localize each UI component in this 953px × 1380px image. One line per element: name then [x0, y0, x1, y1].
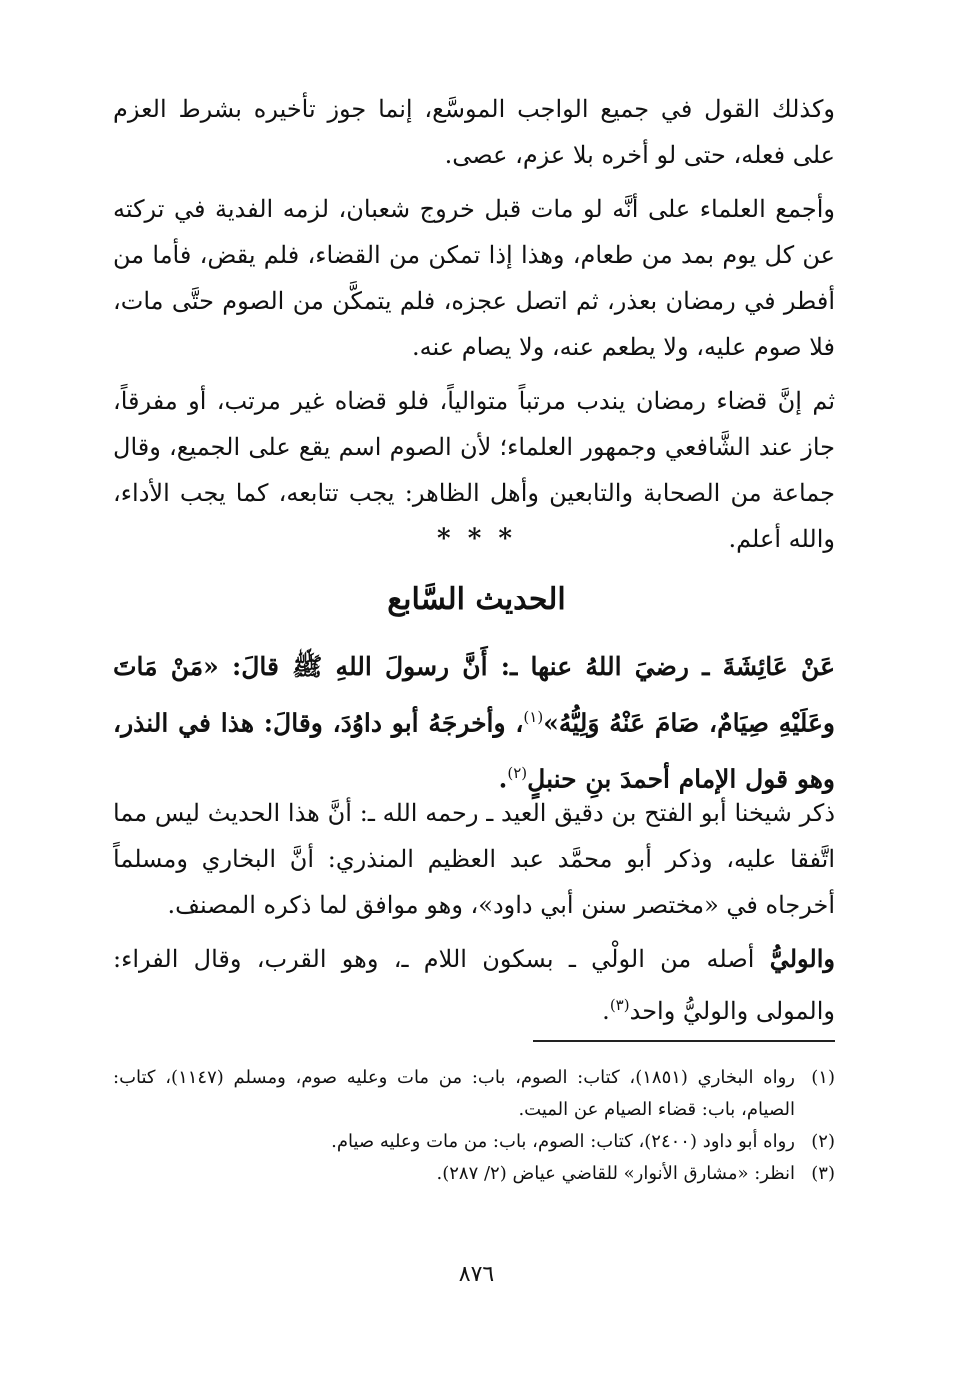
footnote-ref-3[interactable]: (٣)	[609, 996, 630, 1014]
footnote-divider	[533, 1040, 835, 1042]
section-separator: * * *	[437, 524, 516, 554]
hadith-text-part1: عَنْ عَائِشَةَ ـ رضيَ اللهُ عنها ـ: أَنَّ رسولَ اللهِ ﷺ قالَ: «مَنْ مَاتَ وعَلَيْهِ صِيَامٌ، صَامَ عَنْهُ وَلِيُّهُ»	[113, 652, 836, 738]
footnote-item	[113, 1126, 835, 1158]
defined-term: والوليُّ	[769, 944, 835, 973]
definition-end: .	[602, 997, 610, 1025]
definition-text: أصله من الولْي ـ بسكون اللام ـ، وهو القرب، وقال الفراء: والمولى والوليُّ واحد	[113, 945, 835, 1025]
hadith-text	[113, 642, 835, 805]
paragraph-wajib-muwassa: وكذلك القول في جميع الواجب الموسَّع، إنما جوز تأخيره بشرط العزم على فعله، حتى لو أخره بلا عزم، عصى.	[113, 95, 835, 169]
footnote-number: (١)	[811, 1067, 835, 1088]
paragraph-ijma-fidya: وأجمع العلماء على أنَّه لو مات قبل خروج شعبان، لزمه الفدية في تركته عن كل يوم بمد من طعام، وهذا إذا تمكن من القضاء، فلم يقض، فأما من أفطر في رمضان بعذر، ثم اتصل عجزه، فلم يتمكَّن من الصوم حتَّى مات، فلا صوم عليه، ولا يطعم عنه، ولا يصام عنه.	[113, 195, 835, 361]
footnote-text: رواه أبو داود (٢٤٠٠)، كتاب: الصوم، باب: من مات وعليه صيام.	[331, 1131, 795, 1152]
footnote-text: انظر: «مشارق الأنوار» للقاضي عياض (٢/ ٢٨٧).	[436, 1163, 795, 1184]
paragraph-wali-definition	[113, 936, 835, 1034]
paragraph-qada-ramadan: ثم إنَّ قضاء رمضان يندب مرتباً متوالياً، فلو قضاه غير مرتب، أو مفرقاً، جاز عند الشَّافعي وجمهور العلماء؛ لأن الصوم اسم يقع على الجميع، وقال جماعة من الصحابة والتابعين وأهل الظاهر: يجب تتابعه، كما يجب الأداء، والله أعلم.	[113, 387, 835, 553]
section-heading: الحديث السَّابع	[387, 582, 566, 617]
paragraph-ibn-daqiq: ذكر شيخنا أبو الفتح بن دقيق العيد ـ رحمه الله ـ: أنَّ هذا الحديث ليس مما اتَّفقا عليه، وذكر أبو محمَّد عبد العظيم المنذري: أنَّ البخاري ومسلماً أخرجاه في «مختصر سنن أبي داود»، وهو موافق لما ذكره المصنف.	[113, 799, 835, 919]
footnote-number: (٣)	[811, 1163, 835, 1184]
hadith-text-end: .	[498, 764, 508, 794]
footnote-ref-1[interactable]: (١)	[523, 708, 544, 726]
footnote-number: (٢)	[811, 1131, 835, 1152]
footnote-ref-2[interactable]: (٢)	[507, 764, 528, 783]
footnote-item	[113, 1062, 835, 1126]
hadith-text-part2: ، وأخرجَهُ أبو داوُدَ، وقالَ: هذا في النذر، وهو قول الإمام أحمدَ بنِ حنبلٍ	[113, 708, 835, 794]
page-number: ٨٧٦	[458, 1262, 495, 1287]
footnotes-list	[113, 1062, 835, 1190]
footnote-text: رواه البخاري (١٨٥١)، كتاب: الصوم، باب: من مات وعليه صوم، ومسلم (١١٤٧)، كتاب: الصيام، باب: قضاء الصيام عن الميت.	[113, 1067, 795, 1120]
footnote-item	[113, 1158, 835, 1190]
